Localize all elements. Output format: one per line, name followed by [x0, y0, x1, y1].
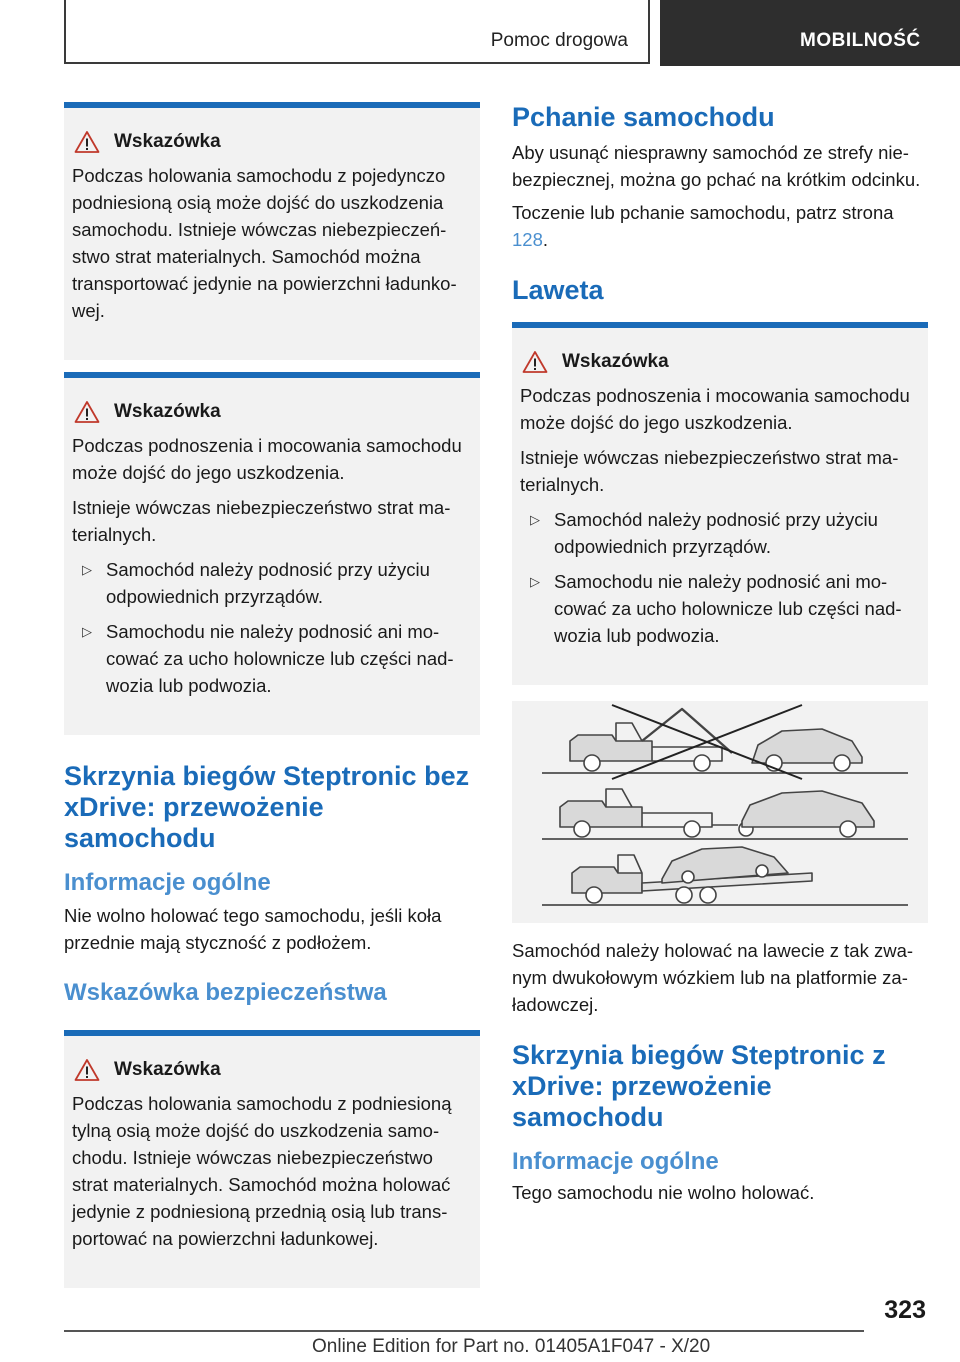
list-item-text: Samochód należy podnosić przy użyciu odpowiednich przyrządów. — [554, 509, 878, 557]
notice-text: Podczas holowania samochodu z pojedynczo podniesioną osią może dojść do uszkodzenia samochodu. Istnieje wówczas niebezpieczeństwo strat materialnych. Samochód można transportować jedynie na powierzchni ładunkowej. — [72, 165, 457, 321]
figure-caption: Samochód należy holować na lawecie z tak zwanym dwukołowym wózkiem lub na platformie załadowczej. — [512, 940, 914, 1015]
body-text-prefix: Toczenie lub pchanie samochodu, patrz strona — [512, 202, 894, 223]
subsection-heading: Informacje ogólne — [64, 869, 271, 896]
notice-title-text: Wskazówka — [114, 401, 221, 422]
list-item — [72, 618, 472, 699]
header-chapter-title: MOBILNOŚĆ — [800, 30, 921, 51]
section-heading: Laweta — [512, 275, 604, 305]
towing-illustration — [512, 701, 928, 923]
section-heading: Pchanie samochodu — [512, 102, 775, 132]
list-item-text: Samochód należy podnosić przy użyciu odpowiednich przyrządów. — [106, 559, 430, 607]
triangle-bullet-icon: ▷ — [82, 624, 92, 639]
page-header — [0, 0, 960, 66]
right-column — [512, 102, 928, 1206]
tow-truck-illustration-icon — [512, 701, 928, 923]
list-item-text: Samochodu nie należy podnosić ani mocować za ucho holownicze lub części nadwozia lub podwozia. — [106, 621, 454, 696]
section-heading: Skrzynia biegów Steptronic z xDrive: przewożenie samochodu — [512, 1040, 886, 1132]
page-number: 323 — [884, 1296, 926, 1324]
triangle-bullet-icon: ▷ — [530, 574, 540, 589]
warning-triangle-icon — [74, 130, 100, 154]
list-item — [520, 506, 920, 560]
header-chapter-tab — [660, 0, 960, 66]
notice-text: Podczas holowania samochodu z podniesioną tylną osią może dojść do uszkodzenia samochodu. Istnieje wówczas niebezpieczeństwo strat materialnych. Samochód można holować jedynie z podniesioną przednią osią lub transportować na powierzchni ładunkowej. — [72, 1093, 452, 1249]
body-text: Nie wolno holować tego samochodu, jeśli koła przednie mają styczność z podłożem. — [64, 905, 442, 953]
notice-title-text: Wskazówka — [562, 351, 669, 372]
notice-title-text: Wskazówka — [114, 1059, 221, 1080]
notice-title — [72, 1058, 472, 1082]
list-item-text: Samochodu nie należy podnosić ani mocować za ucho holownicze lub części nadwozia lub podwozia. — [554, 571, 902, 646]
list-item — [72, 556, 472, 610]
notice-text: Podczas podnoszenia i mocowania samochodu może dojść do jego uszkodzenia. — [72, 435, 462, 483]
notice-text: Istnieje wówczas niebezpieczeństwo strat materialnych. — [520, 447, 899, 495]
footer-divider — [64, 1330, 864, 1332]
notice-title — [72, 400, 472, 424]
notice-text: Istnieje wówczas niebezpieczeństwo strat materialnych. — [72, 497, 451, 545]
subsection-heading: Informacje ogólne — [512, 1148, 719, 1175]
section-heading: Skrzynia biegów Steptronic bez xDrive: przewożenie samochodu — [64, 761, 470, 853]
notice-title — [72, 130, 472, 154]
body-text — [512, 199, 928, 253]
notice-box — [64, 1030, 480, 1288]
notice-title-text: Wskazówka — [114, 131, 221, 152]
body-text-suffix: . — [542, 229, 549, 250]
warning-triangle-icon — [522, 350, 548, 374]
notice-box — [512, 322, 928, 685]
header-section-title: Pomoc drogowa — [490, 30, 628, 51]
notice-text: Podczas podnoszenia i mocowania samochodu może dojść do jego uszkodzenia. — [520, 385, 910, 433]
notice-list — [72, 556, 472, 699]
header-frame — [64, 0, 650, 64]
body-text: Tego samochodu nie wolno holować. — [512, 1182, 815, 1203]
warning-triangle-icon — [74, 1058, 100, 1082]
warning-triangle-icon — [74, 400, 100, 424]
notice-box — [64, 102, 480, 360]
footer-edition-text: Online Edition for Part no. 01405A1F047 - X/20 — [312, 1336, 711, 1357]
list-item — [520, 568, 920, 649]
page-reference-link[interactable]: 128 — [512, 229, 543, 250]
subsection-heading: Wskazówka bezpieczeństwa — [64, 979, 387, 1006]
left-column — [64, 102, 480, 1288]
triangle-bullet-icon: ▷ — [530, 512, 540, 527]
body-text: Aby usunąć niesprawny samochód ze strefy niebezpiecznej, można go pchać na krótkim odcinku. — [512, 142, 921, 190]
notice-title — [520, 350, 920, 374]
notice-box — [64, 372, 480, 735]
notice-list — [520, 506, 920, 649]
triangle-bullet-icon: ▷ — [82, 562, 92, 577]
